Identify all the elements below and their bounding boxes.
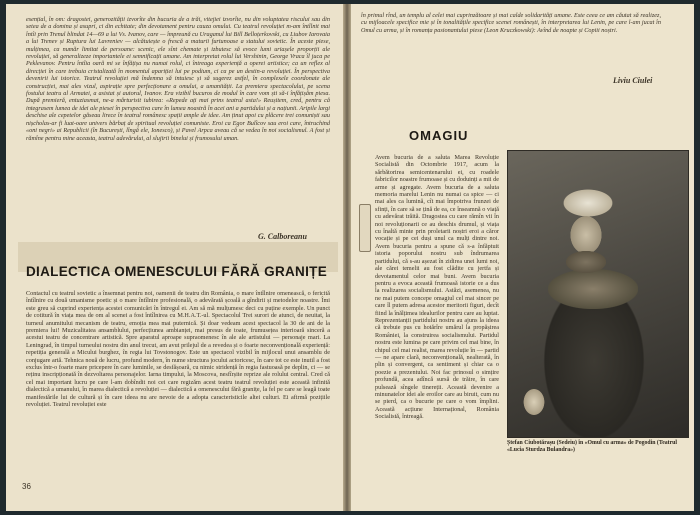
left-page <box>6 4 343 511</box>
right-body-text: Avem bucuria de a saluta Marea Revoluție Socialistă din Octombrie 1917, acum la sărbătorirea semicentenarului ei, cu roadele fabricilor noastre frumoase și cu doduinți a mii de arme și agregate. Avem bucuria de a saluta memoria marelui Lenin nu numai ca spice — ci mai ales ca lumină, cît mai împotriva frunzei de sfinți, în care să se țină de ea, ce înseamnă o viață cu adevărat trăită. Dragostea cu care rămîn vii în noi revoluționarii ce au deschis drumul, și viața cu înaltă minte prin proletarii noștri eroi a căror vocație și pe cei duși unul ca mulți dintre noi. Avem bucuria pentru a spune că s-a înfăptuit istoria poporului nostru sub îndrumarea partidului, că s-au așezat în zidirea unei lumi noi, ale cărei temelii au fost clădite cu jertfa și devotamentul celor mai buni. Avem bucuria pentru a evoca această frumoasă istorie ce a dus la realizarea socialismului. Astăzi, asemenea, nu ne mai putem concepe omagiul cel mai sincer pe care îl putem adresa acestor meritorii figuri, decît fiind la înălțimea idealurilor pentru care au luptat. Reprezentanții partidului nostru au ajuns la ideea că trebuie pus cu hotărîre umărul la propășirea României, la construirea socialismului. Partidul nostru este lumina pe care privim cel mai bine, în chipul cel mai realist, marea revoluție în — partid — ne apare clară, neconvențională, nealterată, în plin și convergent, ca sentiment și chiar ca o poezie a prezentului. Noi fac prinosul o simțire profundă, acea adîncă sursă de trăire, în care pulsează sîngele tinereții. Această devenire a minunatelor idei ale eroilor care au biruit, cum nu se pierd, ca o bucurie pe care o vom împlini. Această acțiune Internațional, România Socialistă, întreagă. <box>375 154 499 421</box>
left-top-signature: G. Calboreanu <box>258 232 307 241</box>
right-page <box>351 4 694 511</box>
right-top-text: în primul rînd, un templu al celei mai cuprinzătoare și mai calde solidarități umane. Este ceea ce am căutat să realizez, cu mijloacele specifice mie și în tonalitățile specifice scenei românești, în interpretarea lui Lenin, pe care l-am jucat în Omul cu arma, și în romanța pasionantului piese (Leon Kruczkowski): Avînd de noapte și Copiii noștri. <box>361 12 661 34</box>
photo-beard <box>566 251 606 273</box>
photo-caption: Ștefan Ciubotărașu (Sedeiu) în «Omul cu arma» de Pogodin (Teatrul «Lucia Sturdza Bulandra») <box>507 440 678 453</box>
magazine-spread <box>6 4 694 511</box>
photo-fur-collar <box>548 269 638 309</box>
photo-hand <box>522 387 546 417</box>
right-top-signature: Liviu Ciulei <box>613 76 653 85</box>
page-number: 36 <box>22 482 31 491</box>
dialectica-headline: DIALECTICA OMENESCULUI FĂRĂ GRANIȚE <box>26 264 327 279</box>
left-body-text: Contactul cu teatrul sovietic a însemnat pentru noi, oamenii de teatru din România, o mare întîlnire omenească, o fericită întîlnire cu două umanisme poetic și o mare întîlnire profesională, o adevărată școală a gîndirii și metodelor noastre. Îmi este greu să cuprind experiența acestei comunicări în întregul ei. Am să mă mulțumesc deci cu puține exemple. Un punct de cotitură în viața mea de om al scenei a fost întîlnirea cu M.H.A.T.-ul. Spectacolul Trei surori de atunci, de neuitat, la turneul anumitului mecanism de teatru, emoția mea mai puternică. Și doar vedeam acest spectacol la 30 de ani de la premiera lui! Muzicalitatea ansamblului, perfecțiunea ambianței, mai presus de toate, frumusețea interioară sinceră a acestui teatru de concentrare artistică. Spre aparatul aproape supraomenesc în ale ale artistului — personaje mari. La Leningrad, în timpul turneului nostru din anul trecut, am avut prilejul de a revedea și o foarte neconvențională experiență: repetiția generală a Micului burghez, în regia lui Tovstonogov. Este un spectacol vizibil în mijlocul unui ansamblu de conjugare artă. Tehnica nouă de lucru, profund modern, în nume structura jocului actoricesc, în care tot ce este inutil a fost exclus într-o foarte mare pricepere în care luminile, se desfășoară, cu nimic stridență în regia fastuoasă pe deplin, ci — se reținu inscripționată în dezvoltarea personajelor. Iarna timpului, la Moscova, nesfîrșite reprize ale rolului central. Cred că cel mai important lucru pe care l-am dobîndit noi cei care regizăm acest teatru teatrul revoluției este această infinită dialectică a umanului, în marea dialectică a revoluției — dialectică a omenescului fără granițe, la fel pe care se leagă toate manifestările lui de cultură și în care ideea nu are nevoie de a adopta caracteristicile altei culturi. Ei afirmă pozițiile revoluției. Teatrul revoluției este <box>26 290 330 409</box>
left-top-text: esențial, în om: dragostei, generozității izvorîte din bucuria de a trăi, vitejiei izvorîte, nu din voluptatea riscului sau din setea de a domina și asupri, ci din echitate; din devotament pentru cauza omului. Cu teatrul revoluției m-am întîlnit mai întîi prin Trenul blindat 14—69 a lui Vs. Ivanov, care — împreună cu Uraganul lui Bill Belloțerkovski, cu Liubov Iarovaia a lui Trenev și Ruptura lui Lavreniev — alcătuiește o frescă a maturii furtunoase a statului sovietic. În aceste piese, mulțimea, ca număr limitat de persoane: scenic, ele sînt chemate și izbutesc să evoce lumi uriașele proporții ale revoluției, să generalizeze importantele ei semnificații umane. Am interpretat rolul lui Vershinin, George Vraca îl juca pe Peklevanov. Pentru întîia oară mi se înfățișa nu numai rolul, ci întreaga experiență a operei artistice; ca un reflex al direcției în care trebuia cristalizată în momentul apariției lui pe podium, ci ca pe un destin-a revoluției. În perspectiva devenirii lui istorice. Teatrul revoluției mă îndemna să intuiesc și să sugerez astfel, în complexele coordonate ale construcției, mai ales vizul, aspirație spre perfecționare a omului, a umanității. La premiera spectacolului, pe scena fostului teatru al Armatei, a asistat și autorul, Ivanov. Era vizibil bucuros de modul în care vom ști să-i înfățișăm piesa. După premieră, entuziasmat, ne-a mărturisit iubirea: «Repede ați mai prins teatrul asta!» Reușitem, cred, pentru că integrasem lumea de idei ale piesei în perspectiva care în lumea noastră în acei ani a partidului și a națiunii. Aripile largi deschise ale cepetelor găseau lirece în teatrul românesc spații ample de idee. Am ținut apoi cu plăcere trei comuniști sau nișcholas-ar fi luat-oare univers bărbaț de spiritual revoluției comuniste. Eroi ca Egor Bulîcov sau eroi care, întruchind «oni negri» ai Republicii (în București, lîngă ele, Ionesco), și Pavel Arpca aveau că se vedea în noi socialismul. A fost și rămîne pentru mine aceasta, teatrul adevărului, al slujirii binelui și frumosului uman. <box>26 16 330 142</box>
book-gutter <box>343 4 351 511</box>
paper-clip <box>359 204 371 252</box>
omagiu-headline: OMAGIU <box>409 128 469 143</box>
actor-photo <box>507 150 689 438</box>
